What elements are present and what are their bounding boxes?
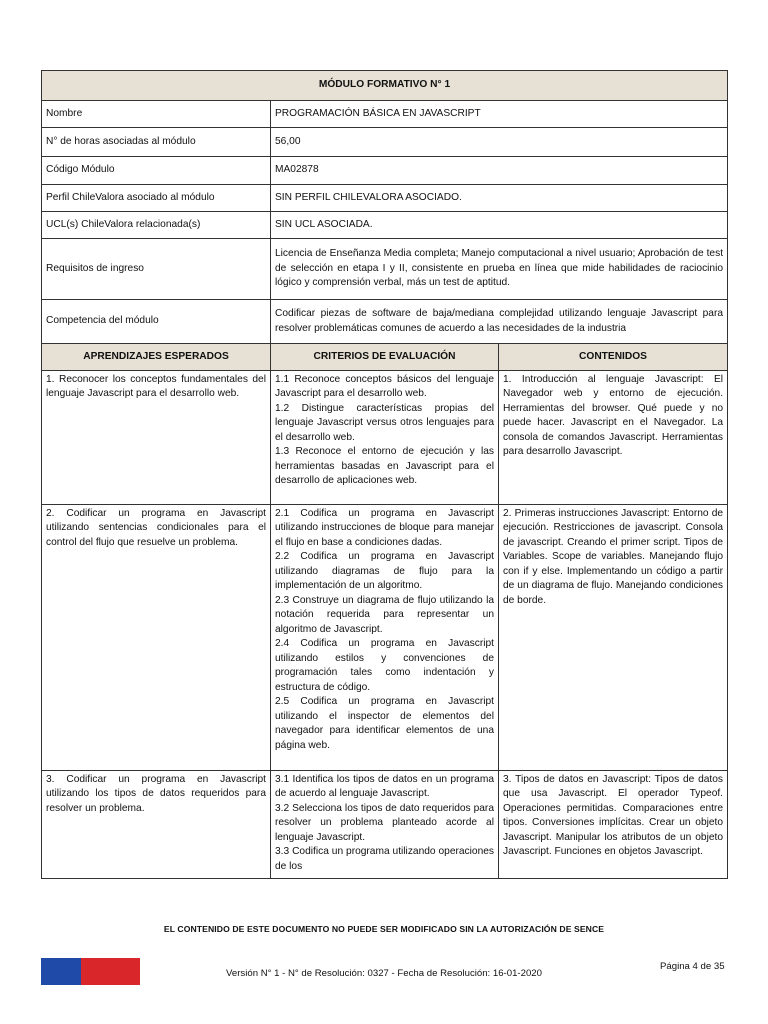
criterion: 1.3 Reconoce el entorno de ejecución y las herramientas basadas en Javascript para el desarrollo de aplicaciones web. — [275, 446, 494, 487]
info-value: 56,00 — [271, 128, 728, 157]
info-value: Codificar piezas de software de baja/mediana complejidad utilizando lenguaje Javascript para resolver problemáticas comunes de acuerdo a las necesidades de la industria — [271, 300, 728, 344]
criterion: 2.3 Construye un diagrama de flujo utilizando la notación requerida para representar un algoritmo de Javascript. — [275, 594, 494, 635]
criterion: 3.2 Selecciona los tipos de dato requeridos para resolver un problema planteado acorde al lenguaje Javascript. — [275, 802, 494, 843]
info-row — [42, 185, 728, 212]
info-label: Competencia del módulo — [42, 300, 271, 344]
learning-outcome: 1. Reconocer los conceptos fundamentales del lenguaje Javascript para el desarrollo web. — [42, 371, 271, 505]
criterion: 2.1 Codifica un programa en Javascript utilizando instrucciones de bloque para manejar el flujo en base a condiciones dadas. — [275, 508, 494, 548]
info-label: N° de horas asociadas al módulo — [42, 128, 271, 157]
module-title-row — [42, 71, 728, 101]
info-label: Requisitos de ingreso — [42, 239, 271, 300]
info-value: SIN UCL ASOCIADA. — [271, 212, 728, 239]
evaluation-criteria — [271, 505, 499, 771]
info-row — [42, 128, 728, 157]
info-label: Perfil ChileValora asociado al módulo — [42, 185, 271, 212]
learning-row — [42, 771, 728, 879]
info-row — [42, 300, 728, 344]
info-label: UCL(s) ChileValora relacionada(s) — [42, 212, 271, 239]
info-row — [42, 101, 728, 128]
copyright-notice: EL CONTENIDO DE ESTE DOCUMENTO NO PUEDE SER MODIFICADO SIN LA AUTORIZACIÓN DE SENCE — [163, 924, 605, 934]
criterion: 3.3 Codifica un programa utilizando operaciones de los — [275, 846, 494, 872]
info-label: Nombre — [42, 101, 271, 128]
criterion: 2.2 Codifica un programa en Javascript utilizando diagramas de flujo para la implementación de un algoritmo. — [275, 551, 494, 592]
column-header: CONTENIDOS — [499, 344, 728, 371]
info-row — [42, 157, 728, 185]
info-value: MA02878 — [271, 157, 728, 185]
criterion: 1.1 Reconoce conceptos básicos del lenguaje Javascript para el desarrollo web. — [275, 374, 494, 400]
info-value: SIN PERFIL CHILEVALORA ASOCIADO. — [271, 185, 728, 212]
learning-outcome: 3. Codificar un programa en Javascript utilizando los tipos de datos requeridos para resolver un problema. — [42, 771, 271, 879]
criterion: 3.1 Identifica los tipos de datos en un programa de acuerdo al lenguaje Javascript. — [275, 774, 494, 800]
info-value: Licencia de Enseñanza Media completa; Manejo computacional a nivel usuario; Aprobación de test de selección en etapa I y II, consistente en prueba en línea que mide habilidades de raciocinio lógico y comprensión verbal, más un test de aptitud. — [271, 239, 728, 300]
evaluation-criteria — [271, 371, 499, 505]
criterion: 2.4 Codifica un programa en Javascript utilizando estilos y convenciones de programación tales como indentación y estructura de código. — [275, 638, 494, 693]
info-row — [42, 239, 728, 300]
learning-outcome: 2. Codificar un programa en Javascript utilizando sentencias condicionales para el control del flujo que resuelve un problema. — [42, 505, 271, 771]
contents: 3. Tipos de datos en Javascript: Tipos de datos que usa Javascript. El operador Typeof. Operaciones permitidas. Comparaciones entre tipos. Conversiones implícitas. Crear un objeto Javascript. Manipular los atributos de un objeto Javascript. Funciones en objetos Javascript. — [499, 771, 728, 879]
info-value: PROGRAMACIÓN BÁSICA EN JAVASCRIPT — [271, 101, 728, 128]
criterion: 2.5 Codifica un programa en Javascript utilizando el inspector de elementos del navegador para identificar elementos de una página web. — [275, 696, 494, 751]
column-header: APRENDIZAJES ESPERADOS — [42, 344, 271, 371]
evaluation-criteria — [271, 771, 499, 879]
column-header: CRITERIOS DE EVALUACIÓN — [271, 344, 499, 371]
contents: 2. Primeras instrucciones Javascript: Entorno de ejecución. Restricciones de javascript. Consola de javascript. Creando el primer script. Tipos de Variables. Scope de variables. Manejando flujo con if y else. Implementando un código a partir de un diagrama de flujo. Manejando condiciones de borde. — [499, 505, 728, 771]
criterion: 1.2 Distingue características propias del lenguaje Javascript versus otros lenguajes para el desarrollo web. — [275, 402, 494, 443]
learning-row — [42, 505, 728, 771]
learning-header-row — [42, 344, 728, 371]
module-title: MÓDULO FORMATIVO N° 1 — [42, 71, 728, 101]
info-row — [42, 212, 728, 239]
learning-row — [42, 371, 728, 505]
contents: 1. Introducción al lenguaje Javascript: El Navegador web y entorno de ejecución. Herramientas del browser. Qué puede y no puede hacer. Javascript en el Navegador. La consola de comandos Javascript. Herramientas para desarrollo Javascript. — [499, 371, 728, 505]
info-label: Código Módulo — [42, 157, 271, 185]
version-info: Versión N° 1 - N° de Resolución: 0327 - Fecha de Resolución: 16-01-2020 — [226, 968, 542, 979]
module-table — [41, 70, 728, 879]
page-number: Página 4 de 35 — [660, 961, 725, 972]
